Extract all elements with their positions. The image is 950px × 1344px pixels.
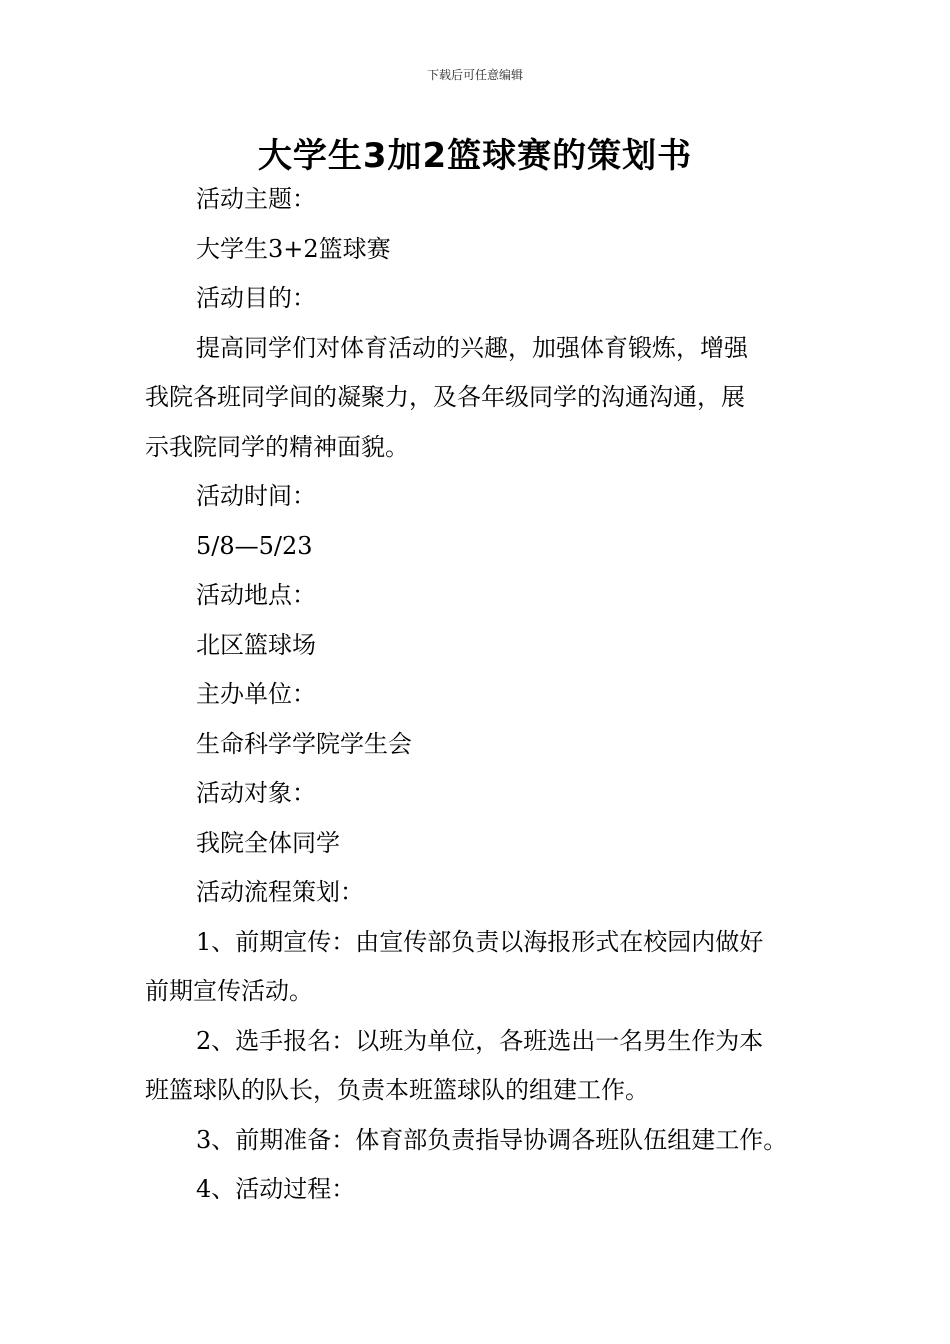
process-step-1-line-2: 前期宣传活动。 xyxy=(145,977,313,1005)
organizer-value: 生命科学学院学生会 xyxy=(196,729,412,758)
document-body xyxy=(145,175,810,1215)
process-step-2-line-2: 班篮球队的队长，负责本班篮球队的组建工作。 xyxy=(145,1076,649,1104)
process-step-4: 4、活动过程： xyxy=(196,1175,356,1203)
page-header: 下载后可任意编辑 xyxy=(426,68,523,82)
purpose-paragraph-line-3: 示我院同学的精神面貌。 xyxy=(145,432,409,461)
section-label-organizer: 主办单位： xyxy=(196,680,316,708)
audience-value: 我院全体同学 xyxy=(196,828,340,857)
theme-value: 大学生3+2篮球赛 xyxy=(196,234,391,263)
section-label-purpose: 活动目的： xyxy=(196,284,316,312)
process-step-2-line-1: 2、选手报名：以班为单位，各班选出一名男生作为本 xyxy=(196,1026,764,1055)
section-label-location: 活动地点： xyxy=(196,581,316,609)
document-title: 大学生3加2篮球赛的策划书 xyxy=(257,136,693,176)
section-label-audience: 活动对象： xyxy=(196,779,316,807)
section-label-theme: 活动主题： xyxy=(196,185,316,213)
time-value: 5/8—5/23 xyxy=(196,531,313,560)
purpose-paragraph-line-1: 提高同学们对体育活动的兴趣，加强体育锻炼，增强 xyxy=(196,333,748,362)
section-label-process: 活动流程策划： xyxy=(196,878,364,906)
section-label-time: 活动时间： xyxy=(196,482,316,510)
process-step-3: 3、前期准备：体育部负责指导协调各班队伍组建工作。 xyxy=(196,1125,788,1154)
location-value: 北区篮球场 xyxy=(196,630,316,659)
purpose-paragraph-line-2: 我院各班同学间的凝聚力，及各年级同学的沟通沟通，展 xyxy=(145,383,745,411)
process-step-1-line-1: 1、前期宣传：由宣传部负责以海报形式在校园内做好 xyxy=(196,927,764,956)
